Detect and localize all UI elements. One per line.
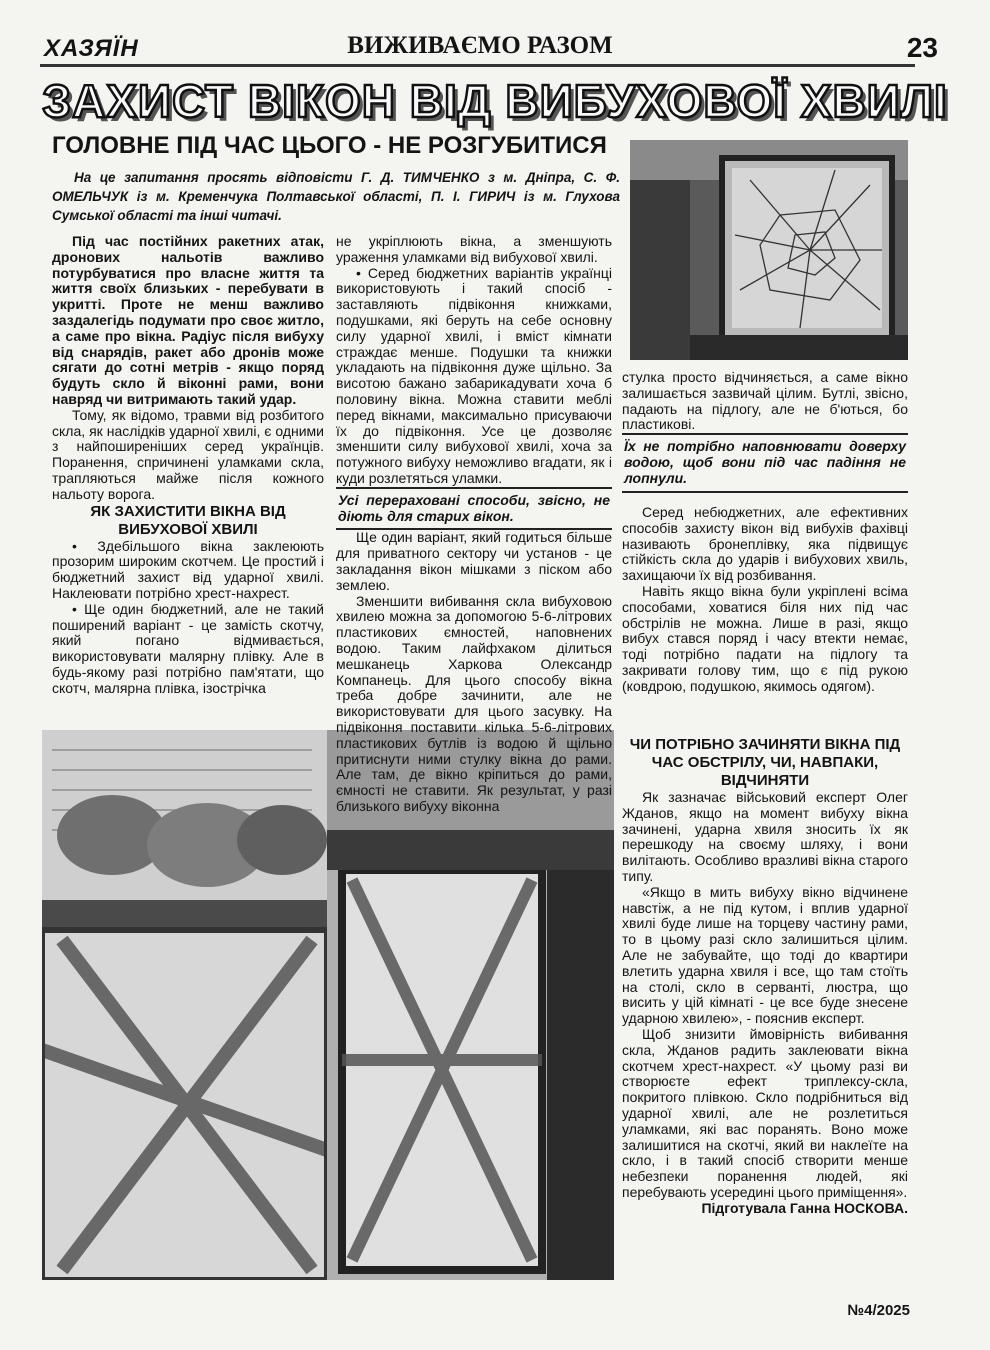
col3-heading: ЧИ ПОТРІБНО ЗАЧИНЯТИ ВІКНА ПІД ЧАС ОБСТРІЛУ, ЧИ, НАВПАКИ, ВІДЧИНЯТИ: [629, 736, 901, 789]
broken-window-photo: [630, 140, 908, 360]
broken-window-illustration: [630, 140, 908, 360]
col2-paragraph-1: не укріплюють вікна, а зменшують ураження уламками від вибухової хвилі.: [336, 233, 612, 265]
column-3-bottom: [622, 736, 908, 1217]
col2-paragraph-3: Ще один варіант, який годиться більше для приватного сектору чи установ - це закладання вікон мішками з піском або землею.: [336, 529, 612, 593]
col3-paragraph-1: стулка просто відчиняється, а саме вікно залишається зазвичай цілим. Бутлі, звісно, падають на підлогу, але не б'ються, бо пластикові.: [622, 369, 908, 433]
col1-heading: ЯК ЗАХИСТИТИ ВІКНА ВІД ВИБУХОВОЇ ХВИЛІ: [90, 502, 286, 538]
page-number: 23: [906, 32, 938, 63]
column-3-top: [622, 370, 908, 493]
col3-paragraph-3: Навіть якщо вікна були укріплені всіма способами, ховатися біля них під час обстрілів не можна. Лише в разі, якщо вибух стався поряд і часу втекти немає, тоді потрібно падати на підлогу та закривати голову тим, що є під рукою (ковдрою, подушкою, якимось одягом).: [622, 582, 908, 694]
col3-pullquote: Їх не потрібно наповнювати доверху водою, щоб вони під час падіння не лопнули.: [622, 433, 908, 492]
newspaper-name: ХАЗЯЇН: [44, 35, 139, 62]
col1-paragraph-2: Тому, як відомо, травми від розбитого скла, як наслідків ударної хвилі, є одними з найпоширеніших серед українців. Поранення, спричинені уламками скла, трапляються майже після кожного нальоту ворога.: [52, 406, 324, 502]
col1-paragraph-3: • Здебільшого вікна заклеюють прозорим широким скотчем. Це простий і бюджетний захист від ударної хвилі. Наклеювати потрібно хрест-нахрест.: [52, 537, 324, 601]
col1-paragraph-4: • Ще один бюджетний, але не такий поширений варіант - це замість скотчу, який погано відмивається, використовувати малярну плівку. Але в будь-якому разі потрібно пам'ятати, що скотч, малярна плівка, ізострічка: [52, 600, 324, 696]
issue-number: №4/2025: [847, 1302, 910, 1319]
col2-pullquote: Усі перераховані способи, звісно, не діють для старих вікон.: [336, 487, 612, 531]
column-3-middle: [622, 505, 908, 695]
col1-paragraph-1: Під час постійних ракетних атак, дронових нальотів важливо потурбуватися про власне життя та життя своїх близьких - перебувати в укритті. Проте не менш важливо заздалегідь подумати про своє житло, а саме про вікна. Радіус після вибуху від снарядів, ракет або дронів може сягати до сотні метрів - якщо поряд будуть скло й віконні рами, вони навряд чи витримають такий удар.: [52, 233, 324, 407]
column-2: [336, 234, 612, 815]
col3-paragraph-6: Щоб знизити ймовірність вибивання скла, Жданов радить заклеювати вікна скотчем хрест-нахрест. «У цьому разі ви створюєте ефект триплексу-скла, покритого плівкою. Скло подрібниться від ударної хвилі, але не розлетиться уламками, які вас поранять. Воно може залишитися на скотчі, який ви наклеїте на скло, і в такий спосіб створити менше небезпеки поранення людей, які перебувають усередині цього приміщення».: [622, 1025, 908, 1200]
column-1: [52, 234, 324, 697]
byline: Підготувала Ганна НОСКОВА.: [701, 1199, 908, 1216]
col2-paragraph-4: Зменшити вибивання скла вибуховою хвилею можна за допомогою 5-6-літрових пластикових ємностей, наповнених водою. Таким лайфхаком ділиться мешканець Харкова Олександр Компанець. Для цього способу вікна треба добре зачинити, але не використовувати для цього засувку. На підвіконня поставити кілька 5-6-літрових пластикових бутлів із водою й щільно притиснути ними стулку вікна до рами. Але там, де вікно кріпиться до рами, ємності не ставити. Як результат, у разі близького вибуху віконна: [336, 592, 612, 814]
section-title: ВИЖИВАЄМО РАЗОМ: [347, 32, 613, 59]
article-title: ЗАХИСТ ВІКОН ВІД ВИБУХОВОЇ ХВИЛІ: [42, 75, 948, 127]
article-lead: На це запитання просять відповісти Г. Д. ТИМЧЕНКО з м. Дніпра, С. Ф. ОМЕЛЬЧУК із м. Кременчука Полтавської області, П. І. ГИРИЧ із м. Глухова Сумської області та інші читачі.: [52, 170, 620, 223]
col3-paragraph-4: Як зазначає військовий експерт Олег Жданов, якщо на момент вибуху вікна зачинені, ударна хвиля зносить їх як перешкоду на своєму шляху, і вони вилітають. Особливо вразливі вікна старого типу.: [622, 789, 908, 884]
article-subtitle: ГОЛОВНЕ ПІД ЧАС ЦЬОГО - НЕ РОЗГУБИТИСЯ: [52, 132, 607, 159]
col3-paragraph-5: «Якщо в мить вибуху вікно відчинене навстіж, а не під кутом, і вплив ударної хвилі буде лише на торцеву частину рами, то в цьому разі скло залишиться цілим. Але не забувайте, що тоді до квартири влетить ударна хвиля і все, що там стоїть на столі, скло в серванті, люстра, що висить у цій кімнаті - це все буде знесене ударною хвилею», - пояснив експерт.: [622, 883, 908, 1027]
col3-paragraph-2: Серед небюджетних, але ефективних способів захисту вікон від вибухів фахівці називають бронеплівку, яка підвищує стійкість скла до ударів і вибухових хвиль, захищаючи їх від розбивання.: [622, 504, 908, 584]
col2-paragraph-2: • Серед бюджетних варіантів українці використовують і такий спосіб - заставляють підвіконня книжками, подушками, які беруть на себе основну силу ударної хвилі, і вміст кімнати страждає менше. Подушки та книжки укладають на підвіконня дуже щільно. За висотою бажано забарикадувати хоча б половину вікна. Можна ставити меблі перед вікнами, максимально присуваючи їх до підвіконня. Усе це дозволяє зменшити силу вибухової хвилі, хоча за потужного вибуху неможливо вгадати, як і куди розлетяться уламки.: [336, 264, 612, 486]
header-rule: [40, 64, 915, 67]
